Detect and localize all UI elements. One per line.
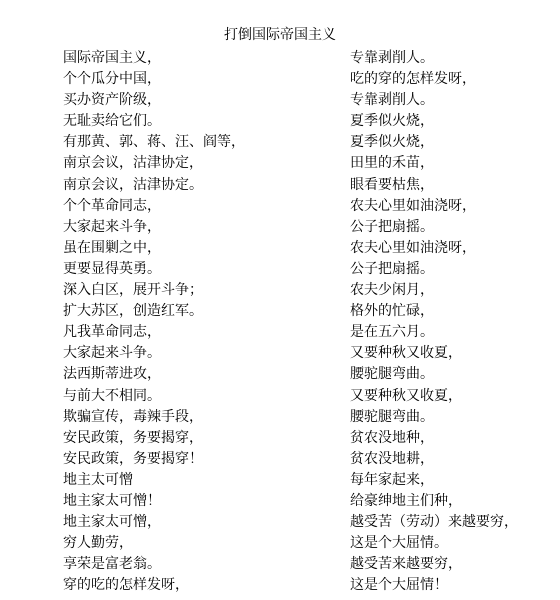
text-line: 这是个大屈情！	[350, 577, 448, 594]
text-line: 南京会议，沽津协定，	[63, 155, 203, 172]
text-line: 大家起来斗争，	[63, 218, 161, 235]
text-line: 地主家太可憎！	[63, 492, 161, 509]
text-line: 专靠剥削人。	[350, 92, 434, 109]
text-line: 农夫少闲月，	[350, 282, 434, 299]
text-line: 欺骗宣传，毒辣手段，	[63, 408, 203, 425]
text-line: 又要种秋又收夏，	[350, 345, 462, 362]
text-line: 公子把扇摇。	[350, 218, 434, 235]
text-line: 田里的禾苗，	[350, 155, 434, 172]
text-line: 南京会议，沽津协定。	[63, 176, 203, 193]
text-line: 更要显得英勇。	[63, 260, 161, 277]
text-line: 贫农没地种，	[350, 429, 434, 446]
text-line: 专靠剥削人。	[350, 50, 434, 66]
text-line: 公子把扇摇。	[350, 260, 434, 277]
text-line: 是在五六月。	[350, 324, 434, 341]
text-line: 无耻卖给它们。	[63, 113, 161, 130]
text-line: 吃的穿的怎样发呀，	[350, 71, 476, 88]
text-line: 个个革命同志，	[63, 197, 161, 214]
text-line: 格外的忙碌，	[350, 303, 434, 320]
text-line: 深入白区，展开斗争；	[63, 282, 203, 299]
text-line: 穿的吃的怎样发呀，	[63, 577, 189, 594]
text-line: 给豪绅地主们种，	[350, 492, 462, 509]
text-line: 越受苦（劳动）来越要穷，	[350, 514, 518, 531]
text-line: 安民政策，务要揭穿！	[63, 450, 203, 467]
text-line: 法西斯蒂进攻，	[63, 366, 161, 383]
text-line: 又要种秋又收夏，	[350, 387, 462, 404]
text-line: 穷人勤劳，	[63, 535, 133, 552]
text-line: 买办资产阶级，	[63, 92, 161, 109]
text-line: 大家起来斗争。	[63, 345, 161, 362]
text-line: 农夫心里如油浇呀，	[350, 197, 476, 214]
text-line: 腰驼腿弯曲。	[350, 366, 434, 383]
right-column	[350, 48, 518, 596]
text-line: 扩大苏区，创造红军。	[63, 303, 203, 320]
text-line: 夏季似火烧，	[350, 134, 434, 151]
text-line: 贫农没地耕，	[350, 450, 434, 467]
text-line: 安民政策，务要揭穿，	[63, 429, 203, 446]
document-title: 打倒国际帝国主义	[224, 27, 336, 43]
text-line: 农夫心里如油浇呀，	[350, 239, 476, 256]
text-line: 个个瓜分中国，	[63, 71, 161, 88]
text-line: 越受苦来越要穷，	[350, 556, 462, 573]
text-line: 这是个大屈情。	[350, 535, 448, 552]
text-line: 享荣是富老翁。	[63, 556, 161, 573]
text-line: 夏季似火烧，	[350, 113, 434, 130]
text-line: 腰驼腿弯曲。	[350, 408, 434, 425]
text-line: 有那黄、郭、蒋、汪、阎等，	[63, 134, 245, 151]
text-line: 国际帝国主义，	[63, 50, 161, 66]
left-column	[63, 48, 245, 596]
text-line: 地主家太可憎，	[63, 514, 161, 531]
text-line: 虽在围剿之中，	[63, 239, 161, 256]
text-line: 与前大不相同。	[63, 387, 161, 404]
text-line: 凡我革命同志，	[63, 324, 161, 341]
text-line: 地主太可憎	[63, 471, 133, 488]
text-line: 每年家起来，	[350, 471, 434, 488]
text-line: 眼看要枯焦，	[350, 176, 434, 193]
